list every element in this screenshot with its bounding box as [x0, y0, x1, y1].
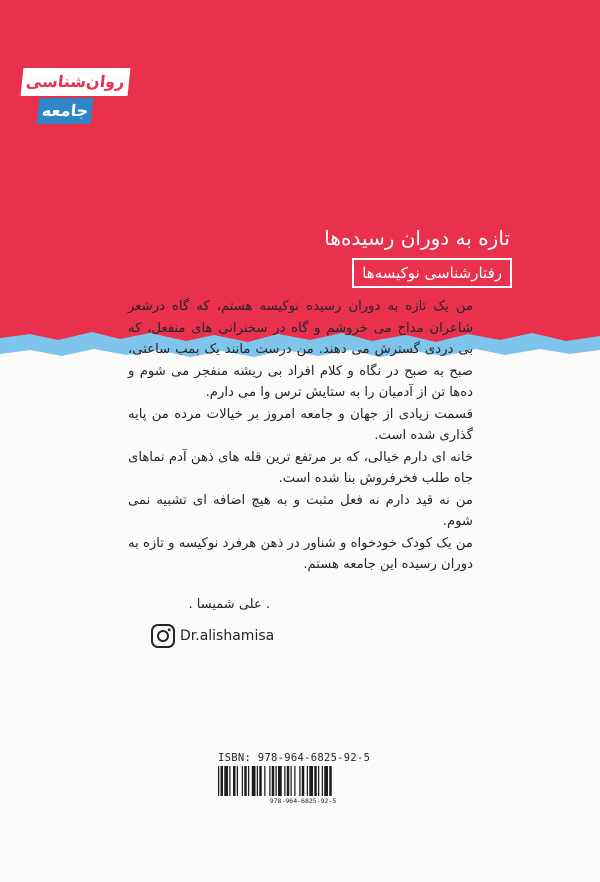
- barcode-bar: [233, 766, 236, 796]
- publisher-logo: [22, 68, 126, 136]
- barcode-bar: [322, 766, 323, 796]
- barcode-bar: [218, 766, 219, 796]
- barcode-bar: [299, 766, 300, 796]
- barcode-bar: [307, 766, 308, 796]
- logo-text-top: روان‌شناسی: [21, 68, 130, 96]
- barcode-bar: [242, 766, 243, 796]
- barcode-bar: [309, 766, 313, 796]
- paragraph: خانه ای دارم خیالی، که بر مرتفع ترین قله های ذهن آدم نماهای جاه طلب فخرفروش بنا شده است.: [128, 449, 473, 486]
- back-cover-text: [128, 296, 473, 576]
- barcode-bar: [302, 766, 305, 796]
- paragraph: قسمت زیادی از جهان و جامعه امروز بر خیالات مرده من پایه گذاری شده است.: [128, 406, 473, 443]
- barcode-bar: [244, 766, 247, 796]
- instagram-handle: Dr.alishamisa: [180, 628, 275, 644]
- barcode-bar: [259, 766, 262, 796]
- logo-text-bottom: جامعه: [37, 98, 94, 124]
- book-subtitle: رفتارشناسی نوکیسه‌ها: [352, 258, 512, 288]
- isbn-label: ISBN: 978-964-6825-92-5: [218, 752, 371, 764]
- barcode-bar: [324, 766, 328, 796]
- author-signature: . علی شمیسا .: [188, 597, 270, 612]
- paragraph: من یک کودک خودخواه و شناور در ذهن هرفرد نوکیسه و تازه به دوران رسیده این جامعه هستم.: [128, 535, 473, 572]
- paragraph: من یک تازه به دوران رسیده نوکیسه هستم، که گاه درشعر شاعران مداح می خروشم و گاه در سخنرانی های منفعل، که بی دردی گسترش می دهند. من درست مانند یک بمب ساعتی، صبح به صبح در نگاه و کلام افراد بی ریشه منفجر می شوم و ده‌ها تن از آدمیان را به ستایش ترس وا می دارم.: [128, 299, 473, 400]
- barcode-bar: [269, 766, 270, 796]
- barcode-bar: [237, 766, 238, 796]
- barcode-bar: [318, 766, 319, 796]
- barcode-bar: [291, 766, 292, 796]
- barcode-bar: [284, 766, 285, 796]
- barcode-bar: [272, 766, 275, 796]
- barcode-bar: [229, 766, 230, 796]
- isbn-digits: 978-964-6825-92-5: [269, 797, 337, 805]
- barcode-bar: [252, 766, 256, 796]
- barcode-bars: [218, 766, 388, 796]
- barcode-bar: [276, 766, 277, 796]
- barcode: [218, 752, 388, 808]
- instagram-icon: [150, 623, 176, 649]
- barcode-bar: [294, 766, 295, 796]
- barcode-bar: [314, 766, 317, 796]
- paragraph: من نه قید دارم نه فعل مثبت و به هیچ اضافه ای تشبیه نمی شوم.: [128, 492, 473, 529]
- book-title: تازه به دوران رسیده‌ها: [324, 226, 510, 250]
- barcode-bar: [287, 766, 290, 796]
- barcode-bar: [248, 766, 249, 796]
- red-header-area: [0, 0, 600, 345]
- instagram-link[interactable]: [150, 622, 274, 650]
- barcode-bar: [224, 766, 228, 796]
- barcode-bar: [264, 766, 265, 796]
- barcode-bar: [221, 766, 224, 796]
- barcode-bar: [278, 766, 282, 796]
- barcode-bar: [329, 766, 332, 796]
- barcode-bar: [257, 766, 258, 796]
